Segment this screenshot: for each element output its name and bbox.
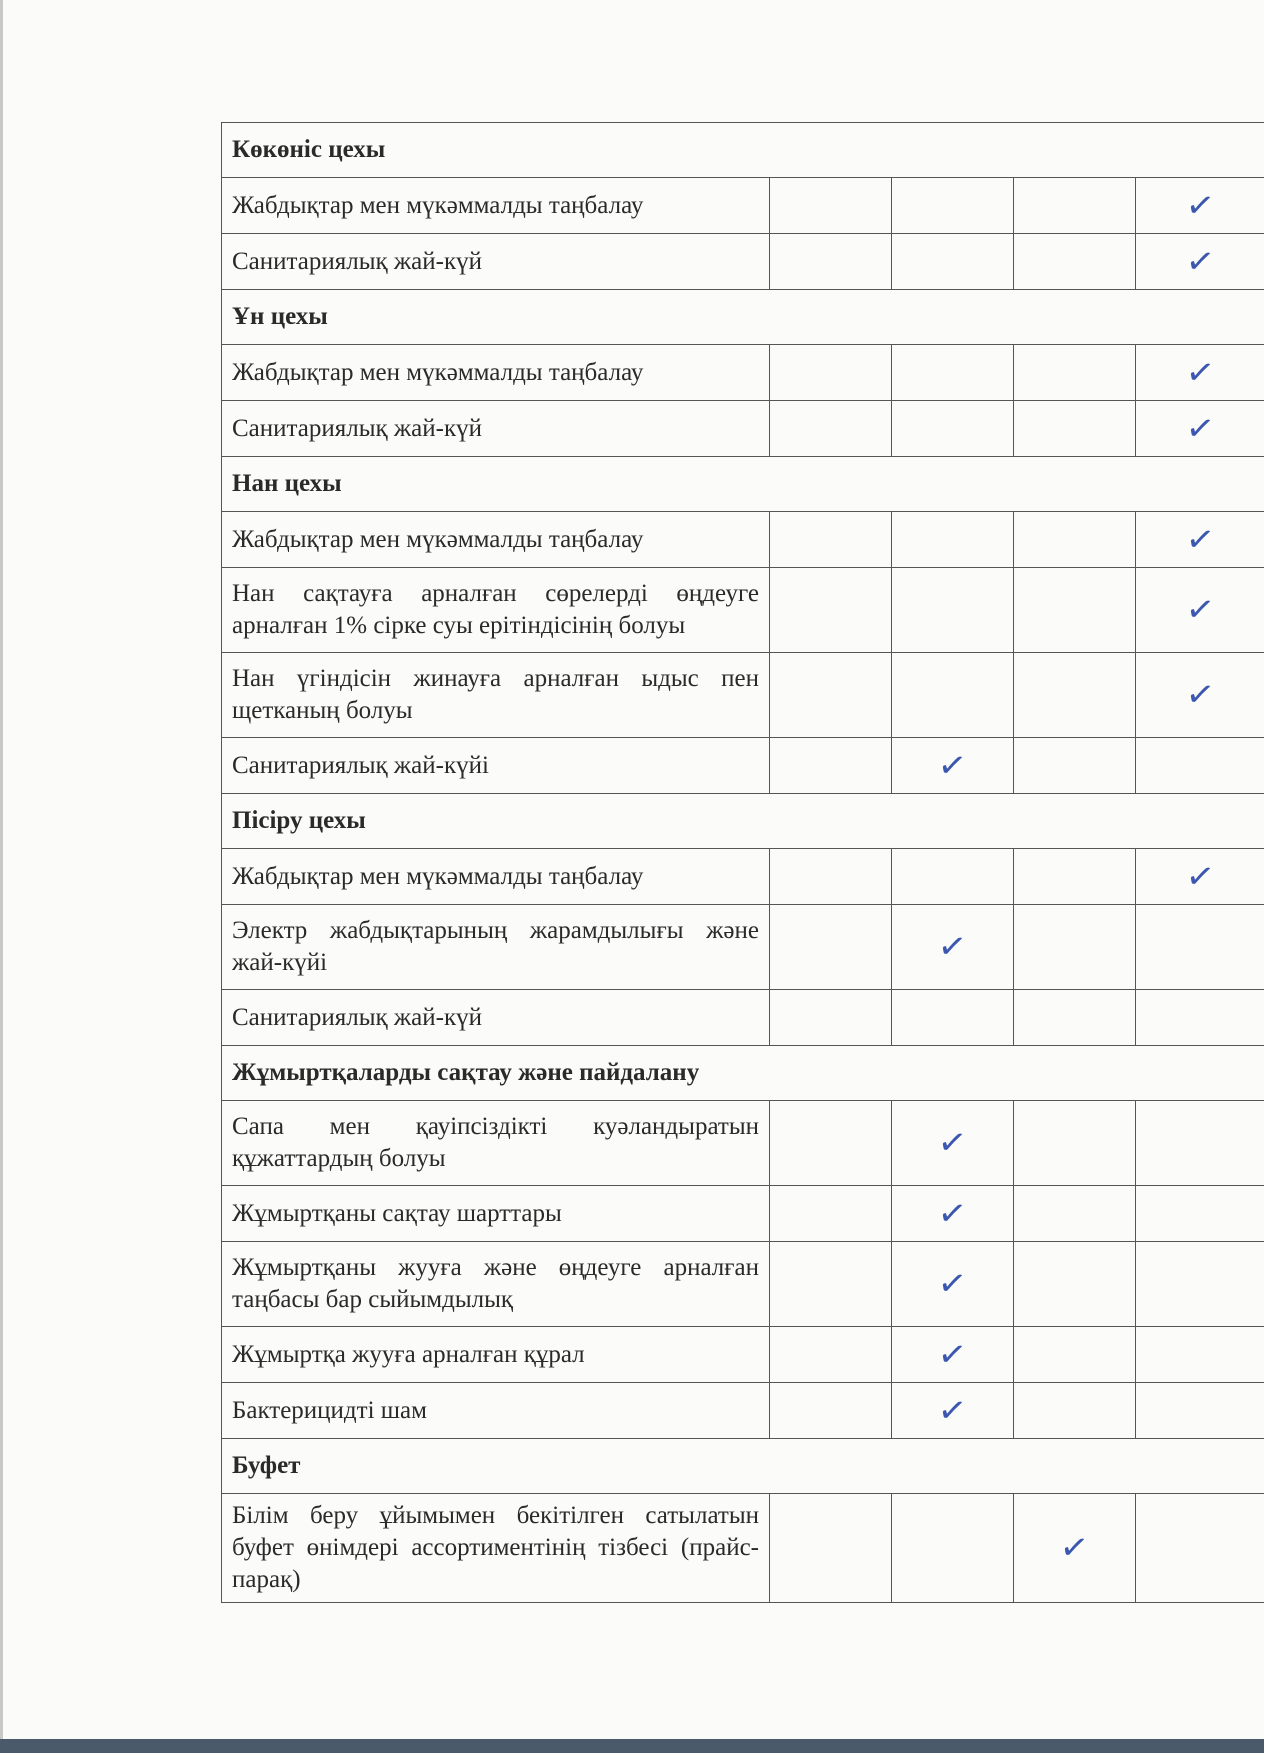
item-label: Жұмыртқа жууға арналған құрал (222, 1327, 770, 1383)
check-mark-icon: ✓ (935, 1332, 970, 1377)
mark-cell-1 (770, 1327, 892, 1383)
mark-cell-3 (1014, 568, 1136, 653)
check-mark-icon: ✓ (1183, 350, 1217, 395)
mark-cell-3 (1014, 1101, 1136, 1186)
mark-cell-3 (1014, 653, 1136, 738)
scan-left-edge (0, 0, 3, 1753)
section-row (222, 1046, 1264, 1101)
check-mark-icon: ✓ (935, 1191, 970, 1236)
mark-cell-2 (892, 849, 1014, 905)
check-mark-icon: ✓ (935, 925, 970, 969)
checklist-row (222, 401, 1264, 457)
mark-cell-2 (892, 401, 1014, 457)
mark-cell-3 (1014, 178, 1136, 234)
mark-cell-1 (770, 738, 892, 794)
mark-cell-1 (770, 905, 892, 990)
check-mark-icon: ✓ (1183, 673, 1217, 717)
checklist-row (222, 905, 1264, 990)
mark-cell-3 (1014, 512, 1136, 568)
mark-cell-4 (1136, 234, 1264, 290)
section-row (222, 123, 1264, 178)
mark-cell-2 (892, 738, 1014, 794)
item-label: Жұмыртқаны жууға және өңдеуге арналған таңбасы бар сыйымдылық (222, 1242, 770, 1327)
mark-cell-2 (892, 1242, 1014, 1327)
mark-cell-3 (1014, 905, 1136, 990)
mark-cell-1 (770, 1383, 892, 1439)
mark-cell-2 (892, 905, 1014, 990)
mark-cell-1 (770, 1101, 892, 1186)
mark-cell-1 (770, 345, 892, 401)
section-title: Пісіру цехы (222, 794, 1264, 849)
mark-cell-4 (1136, 568, 1264, 653)
item-label: Білім беру ұйымымен бекітілген сатылатын буфет өнімдері ассортиментінің тізбесі (прайс-парақ) (222, 1494, 770, 1603)
item-label: Санитариялық жай-күй (222, 234, 770, 290)
section-row (222, 794, 1264, 849)
mark-cell-3 (1014, 990, 1136, 1046)
item-label: Электр жабдықтарының жарамдылығы және жай-күйі (222, 905, 770, 990)
checklist-row (222, 1383, 1264, 1439)
mark-cell-2 (892, 512, 1014, 568)
mark-cell-3 (1014, 1327, 1136, 1383)
mark-cell-1 (770, 1186, 892, 1242)
checklist-row (222, 234, 1264, 290)
mark-cell-1 (770, 178, 892, 234)
check-mark-icon: ✓ (1057, 1526, 1092, 1570)
item-label: Жабдықтар мен мүкәммалды таңбалау (222, 512, 770, 568)
checklist-row (222, 1494, 1264, 1603)
mark-cell-3 (1014, 738, 1136, 794)
mark-cell-2 (892, 1327, 1014, 1383)
checklist-row (222, 568, 1264, 653)
section-title: Буфет (222, 1439, 1264, 1494)
item-label: Нан үгіндісін жинауға арналған ыдыс пен щетканың болуы (222, 653, 770, 738)
mark-cell-2 (892, 653, 1014, 738)
section-title: Жұмыртқаларды сақтау және пайдалану (222, 1046, 1264, 1101)
checklist-row (222, 1101, 1264, 1186)
mark-cell-1 (770, 1242, 892, 1327)
mark-cell-2 (892, 568, 1014, 653)
mark-cell-2 (892, 1494, 1014, 1603)
mark-cell-4 (1136, 512, 1264, 568)
check-mark-icon: ✓ (1183, 588, 1217, 632)
mark-cell-1 (770, 849, 892, 905)
mark-cell-1 (770, 990, 892, 1046)
mark-cell-2 (892, 234, 1014, 290)
mark-cell-4 (1136, 178, 1264, 234)
mark-cell-3 (1014, 234, 1136, 290)
mark-cell-3 (1014, 1383, 1136, 1439)
mark-cell-3 (1014, 1186, 1136, 1242)
mark-cell-2 (892, 990, 1014, 1046)
check-mark-icon: ✓ (1183, 183, 1217, 228)
mark-cell-1 (770, 401, 892, 457)
mark-cell-3 (1014, 849, 1136, 905)
mark-cell-2 (892, 1101, 1014, 1186)
mark-cell-4 (1136, 1101, 1264, 1186)
checklist-row (222, 1242, 1264, 1327)
checklist-row (222, 653, 1264, 738)
mark-cell-1 (770, 568, 892, 653)
mark-cell-4 (1136, 345, 1264, 401)
check-mark-icon: ✓ (935, 1388, 970, 1433)
mark-cell-4 (1136, 905, 1264, 990)
mark-cell-3 (1014, 1494, 1136, 1603)
item-label: Сапа мен қауіпсіздікті куәландыратын құжаттардың болуы (222, 1101, 770, 1186)
mark-cell-1 (770, 234, 892, 290)
checklist-row (222, 512, 1264, 568)
item-label: Жабдықтар мен мүкәммалды таңбалау (222, 178, 770, 234)
mark-cell-4 (1136, 738, 1264, 794)
section-row (222, 290, 1264, 345)
mark-cell-2 (892, 1186, 1014, 1242)
check-mark-icon: ✓ (935, 1121, 970, 1165)
item-label: Нан сақтауға арналған сөрелерді өңдеуге арналған 1% сірке суы ерітіндісінің болуы (222, 568, 770, 653)
item-label: Санитариялық жай-күй (222, 990, 770, 1046)
checklist-row (222, 345, 1264, 401)
section-row (222, 1439, 1264, 1494)
mark-cell-4 (1136, 1242, 1264, 1327)
checklist-row (222, 738, 1264, 794)
checklist-body (222, 123, 1264, 1603)
mark-cell-2 (892, 1383, 1014, 1439)
mark-cell-1 (770, 1494, 892, 1603)
section-title: Көкөніс цехы (222, 123, 1264, 178)
section-title: Нан цехы (222, 457, 1264, 512)
mark-cell-2 (892, 178, 1014, 234)
check-mark-icon: ✓ (935, 1262, 970, 1306)
check-mark-icon: ✓ (1183, 239, 1217, 284)
item-label: Жұмыртқаны сақтау шарттары (222, 1186, 770, 1242)
mark-cell-1 (770, 512, 892, 568)
section-row (222, 457, 1264, 512)
checklist-row (222, 990, 1264, 1046)
item-label: Жабдықтар мен мүкәммалды таңбалау (222, 345, 770, 401)
checklist-row (222, 178, 1264, 234)
checklist-table (221, 122, 1264, 1603)
mark-cell-3 (1014, 345, 1136, 401)
checklist-row (222, 1186, 1264, 1242)
mark-cell-4 (1136, 401, 1264, 457)
checklist-row (222, 849, 1264, 905)
mark-cell-2 (892, 345, 1014, 401)
mark-cell-4 (1136, 1186, 1264, 1242)
mark-cell-4 (1136, 1494, 1264, 1603)
checklist-row (222, 1327, 1264, 1383)
mark-cell-3 (1014, 1242, 1136, 1327)
item-label: Санитариялық жай-күй (222, 401, 770, 457)
mark-cell-4 (1136, 653, 1264, 738)
mark-cell-3 (1014, 401, 1136, 457)
mark-cell-4 (1136, 1383, 1264, 1439)
check-mark-icon: ✓ (935, 743, 970, 788)
item-label: Санитариялық жай-күйі (222, 738, 770, 794)
check-mark-icon: ✓ (1183, 517, 1217, 562)
item-label: Бактерицидті шам (222, 1383, 770, 1439)
check-mark-icon: ✓ (1183, 406, 1217, 451)
check-mark-icon: ✓ (1183, 854, 1217, 899)
mark-cell-4 (1136, 849, 1264, 905)
mark-cell-1 (770, 653, 892, 738)
section-title: Ұн цехы (222, 290, 1264, 345)
mark-cell-4 (1136, 990, 1264, 1046)
mark-cell-4 (1136, 1327, 1264, 1383)
scan-bottom-strip (0, 1739, 1264, 1753)
item-label: Жабдықтар мен мүкәммалды таңбалау (222, 849, 770, 905)
